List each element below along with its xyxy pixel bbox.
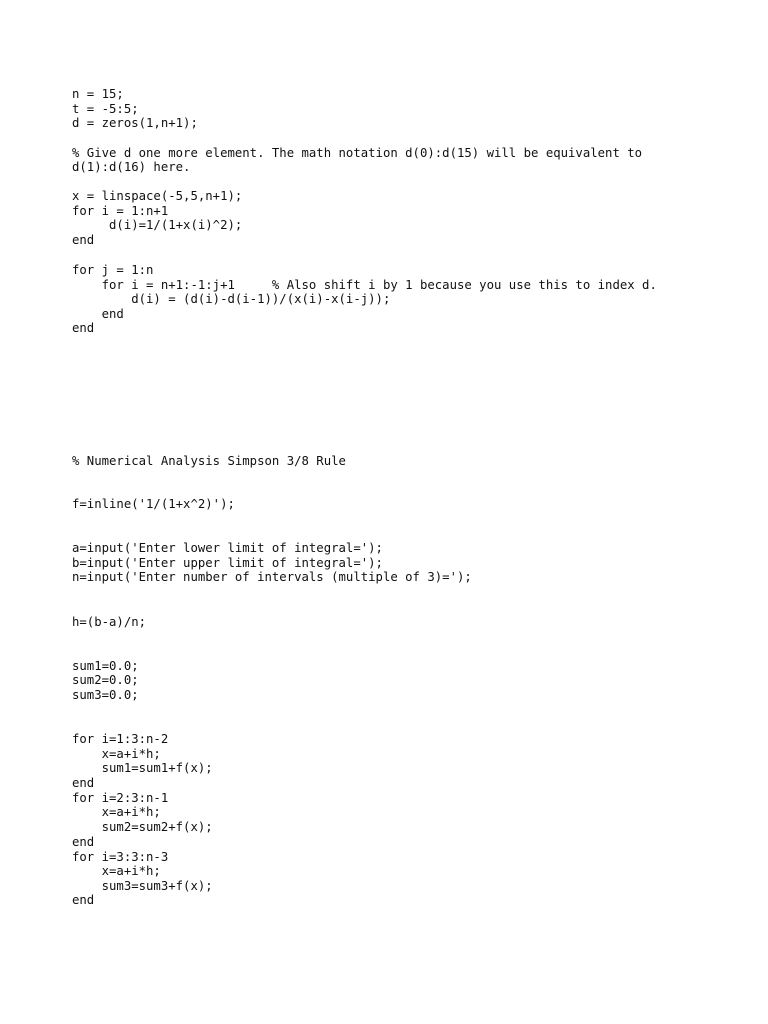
- code-line: for i=3:3:n-3: [72, 850, 169, 864]
- code-line: for i=1:3:n-2: [72, 732, 169, 746]
- code-line: d(i)=1/(1+x(i)^2);: [72, 218, 243, 232]
- code-line: for i=2:3:n-1: [72, 791, 169, 805]
- code-line: sum1=sum1+f(x);: [72, 761, 213, 775]
- code-line: t = -5:5;: [72, 102, 139, 116]
- code-line: end: [72, 893, 95, 907]
- section-comment: % Numerical Analysis Simpson 3/8 Rule: [72, 454, 346, 468]
- code-line: n = 15;: [72, 87, 124, 101]
- code-line: sum3=0.0;: [72, 688, 139, 702]
- code-line: sum1=0.0;: [72, 659, 139, 673]
- code-line: for j = 1:n: [72, 263, 154, 277]
- code-line: d(i) = (d(i)-d(i-1))/(x(i)-x(i-j));: [72, 292, 391, 306]
- comment-line: % Give d one more element. The math notation d(0):d(15) will be equivalent to: [72, 146, 643, 160]
- code-line: end: [72, 776, 95, 790]
- code-line: h=(b-a)/n;: [72, 615, 147, 629]
- code-line: x=a+i*h;: [72, 805, 161, 819]
- code-line: end: [72, 307, 124, 321]
- code-line: x = linspace(-5,5,n+1);: [72, 189, 243, 203]
- code-line: d = zeros(1,n+1);: [72, 116, 198, 130]
- code-line: for i = n+1:-1:j+1 % Also shift i by 1 because you use this to index d.: [72, 278, 657, 292]
- code-line: sum2=sum2+f(x);: [72, 820, 213, 834]
- code-line: n=input('Enter number of intervals (multiple of 3)=');: [72, 570, 472, 584]
- code-line: sum2=0.0;: [72, 673, 139, 687]
- comment-line: d(1):d(16) here.: [72, 160, 191, 174]
- code-line: a=input('Enter lower limit of integral=');: [72, 541, 383, 555]
- code-line: end: [72, 233, 95, 247]
- code-line: x=a+i*h;: [72, 864, 161, 878]
- code-line: f=inline('1/(1+x^2)');: [72, 497, 235, 511]
- code-line: b=input('Enter upper limit of integral=');: [72, 556, 383, 570]
- code-line: for i = 1:n+1: [72, 204, 169, 218]
- code-line: sum3=sum3+f(x);: [72, 879, 213, 893]
- code-line: x=a+i*h;: [72, 747, 161, 761]
- code-line: end: [72, 321, 95, 335]
- code-line: end: [72, 835, 95, 849]
